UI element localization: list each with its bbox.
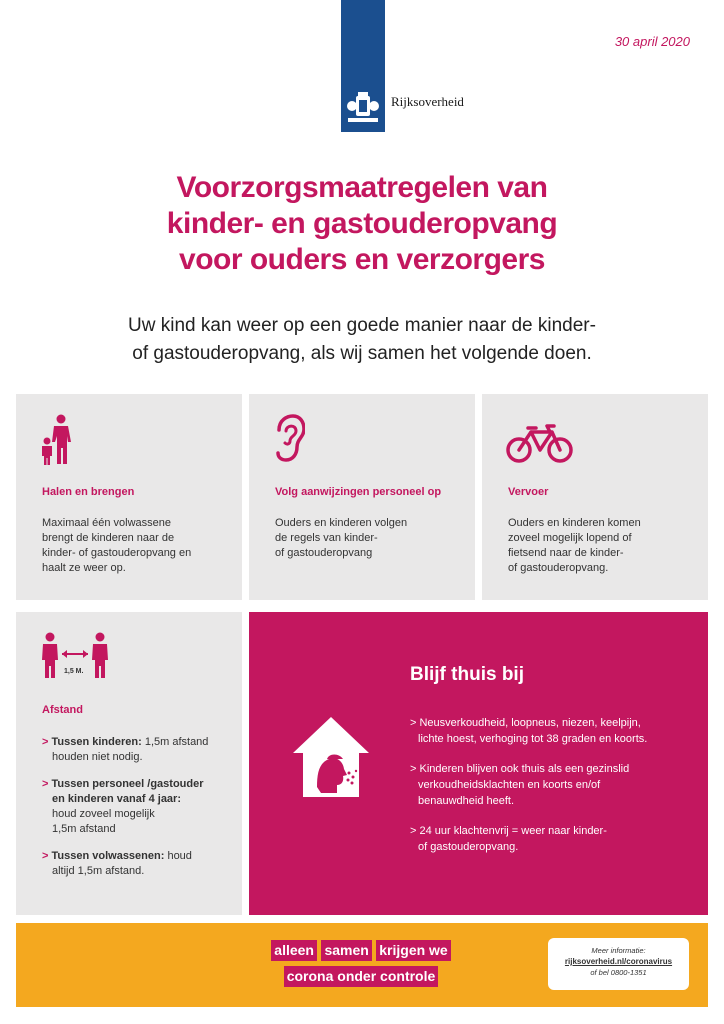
card-body	[42, 516, 191, 576]
card-halen-brengen	[16, 394, 242, 600]
list-item-bold: en kinderen vanaf 4 jaar:	[52, 793, 181, 805]
slogan-chip: alleen	[271, 940, 317, 961]
stay-home-list	[410, 715, 700, 869]
list-item-line: verkoudheidsklachten en koorts en/of	[418, 779, 601, 791]
stay-home-title: Blijf thuis bij	[410, 664, 524, 685]
card-body-line: of gastouderopvang	[275, 547, 373, 559]
distance-list	[42, 735, 237, 891]
intro-line: Uw kind kan weer op een goede manier naar de kinder-	[128, 315, 596, 336]
card-body-line: Maximaal één volwassene	[42, 517, 172, 529]
list-item-text: houd zoveel mogelijk	[52, 808, 155, 820]
house-sneeze-icon	[291, 713, 371, 799]
bicycle-icon	[506, 424, 574, 464]
document-date: 30 april 2020	[614, 34, 690, 49]
intro-text	[0, 312, 724, 368]
info-link[interactable]: rijksoverheid.nl/coronavirus	[564, 957, 673, 966]
parent-child-icon	[40, 414, 72, 466]
slogan-chip: corona onder controle	[284, 966, 439, 987]
card-body-line: fietsend naar de kinder-	[508, 547, 624, 559]
card-vervoer	[482, 394, 708, 600]
distance-label: 1,5 M.	[64, 668, 84, 675]
card-heading: Halen en brengen	[42, 486, 135, 498]
slogan-chip: krijgen we	[376, 940, 450, 961]
list-item-line: lichte hoest, verhoging tot 38 graden en koorts.	[418, 733, 648, 745]
list-item	[410, 823, 700, 855]
card-body-line: Ouders en kinderen volgen	[275, 517, 408, 529]
list-item-bold: Tussen kinderen:	[51, 736, 142, 748]
list-item	[42, 849, 237, 879]
card-body-line: brengt de kinderen naar de	[42, 532, 175, 544]
footer-band	[16, 923, 708, 1007]
list-item-text: 1,5m afstand	[141, 736, 209, 748]
list-item-line: benauwdheid heeft.	[418, 795, 515, 807]
list-marker: >	[42, 778, 49, 790]
list-item	[42, 777, 237, 837]
list-item-bold: Tussen personeel /gastouder	[51, 778, 204, 790]
info-phone: of bel 0800-1351	[590, 968, 647, 977]
list-item	[410, 761, 700, 809]
brand-name: Rijksoverheid	[391, 94, 464, 109]
info-label: Meer informatie:	[591, 946, 646, 955]
title-line: voor ouders en verzorgers	[179, 243, 545, 276]
list-item	[42, 735, 237, 765]
card-body	[275, 516, 407, 561]
crest-icon	[343, 88, 383, 128]
card-body-line: of gastouderopvang.	[508, 562, 609, 574]
title-line: kinder- en gastouderopvang	[166, 207, 558, 240]
card-afstand	[16, 612, 242, 915]
list-item-text: altijd 1,5m afstand.	[52, 865, 145, 877]
list-item-line: > Kinderen blijven ook thuis als een gezinslid	[410, 763, 630, 775]
title-line: Voorzorgsmaatregelen van	[176, 171, 548, 204]
card-body-line: zoveel mogelijk lopend of	[508, 532, 632, 544]
slogan	[266, 940, 456, 992]
intro-line: of gastouderopvang, als wij samen het volgende doen.	[132, 343, 592, 364]
card-body	[508, 516, 641, 576]
stay-home-panel	[249, 612, 708, 915]
list-item-line: > Neusverkoudheid, loopneus, niezen, keelpijn,	[410, 717, 641, 729]
card-body-line: Ouders en kinderen komen	[508, 517, 641, 529]
card-body-line: de regels van kinder-	[275, 532, 378, 544]
list-item	[410, 715, 700, 747]
list-item-text: houden niet nodig.	[52, 751, 143, 763]
list-item-bold: Tussen volwassenen:	[51, 850, 165, 862]
card-heading: Vervoer	[508, 486, 549, 498]
page-title	[0, 170, 724, 278]
card-heading: Volg aanwijzingen personeel op	[275, 486, 442, 498]
ear-icon	[273, 414, 305, 462]
info-box	[548, 938, 689, 990]
list-marker: >	[42, 736, 49, 748]
card-aanwijzingen	[249, 394, 475, 600]
list-item-text: houd	[164, 850, 192, 862]
card-body-line: kinder- of gastouderopvang en	[42, 547, 192, 559]
slogan-chip: samen	[321, 940, 371, 961]
list-item-line: of gastouderopvang.	[418, 841, 519, 853]
card-heading: Afstand	[42, 704, 83, 716]
list-item-line: > 24 uur klachtenvrij = weer naar kinder-	[410, 825, 607, 837]
list-item-text: 1,5m afstand	[52, 823, 116, 835]
list-marker: >	[42, 850, 49, 862]
card-body-line: haalt ze weer op.	[42, 562, 126, 574]
